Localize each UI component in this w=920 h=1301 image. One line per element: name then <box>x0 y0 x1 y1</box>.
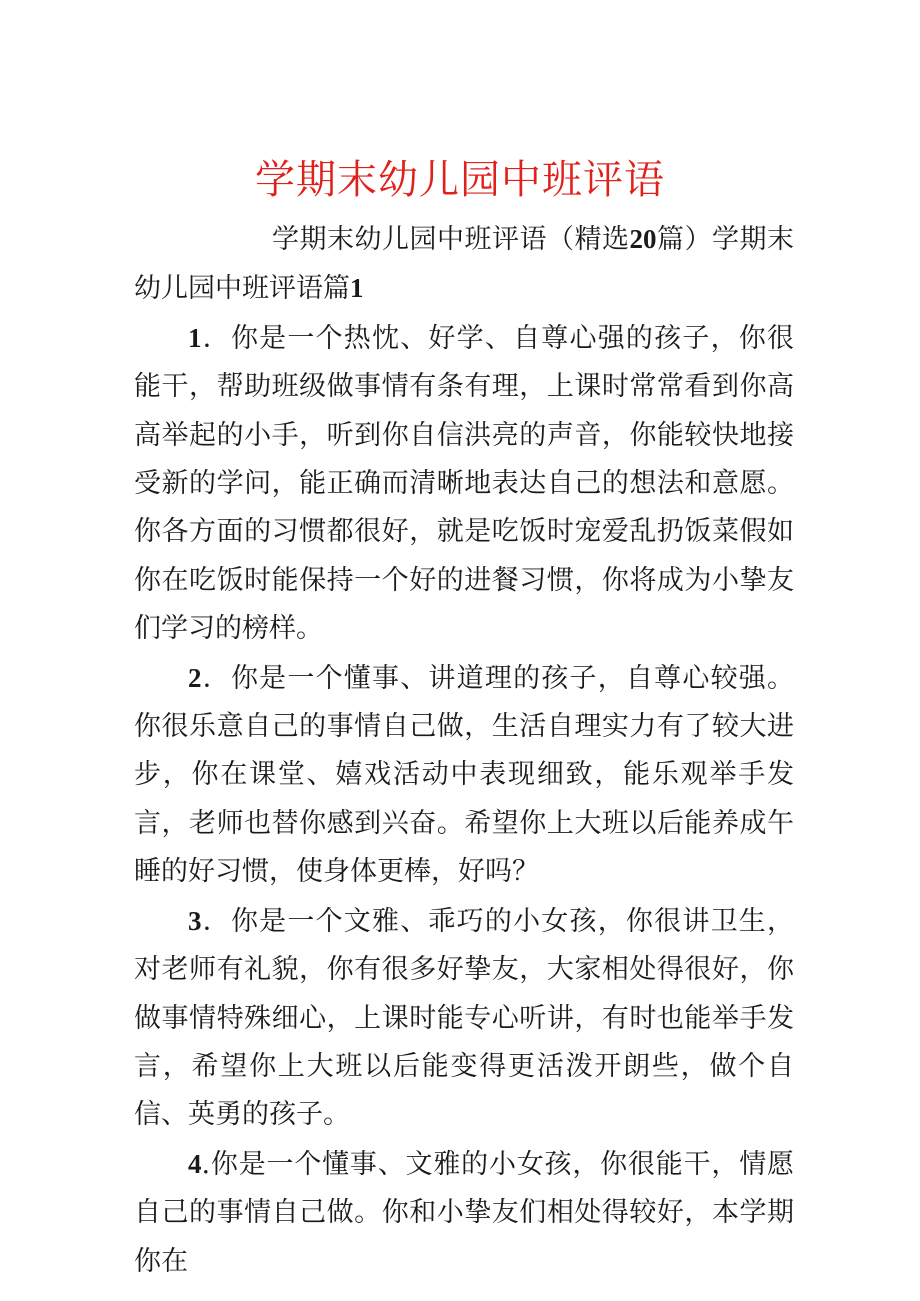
document-subtitle <box>134 215 794 314</box>
comment-paragraph-4 <box>134 1140 794 1286</box>
subtitle-count: 20 <box>629 224 657 254</box>
item-number: 4 <box>188 1148 202 1179</box>
item-separator: . <box>201 1148 211 1180</box>
item-separator: ． <box>201 662 231 694</box>
item-text: 你是一个热忱、好学、自尊心强的孩子，你很能干，帮助班级做事情有条有理，上课时常常看到你高高举起的小手，听到你自信洪亮的声音，你能较快地接受新的学问，能正确而清晰地表达自己的想法和意愿。你各方面的习惯都很好，就是吃饭时宠爱乱扔饭菜假如你在吃饭时能保持一个好的进餐习惯，你将成为小挚友们学习的榜样。 <box>134 322 795 645</box>
item-number: 2 <box>188 662 202 693</box>
item-text: 你是一个文雅、乖巧的小女孩，你很讲卫生，对老师有礼貌，你有很多好挚友，大家相处得很好，你做事情特殊细心，上课时能专心听讲，有时也能举手发言，希望你上大班以后能变得更活泼开朗些，做个自信、英勇的孩子。 <box>134 905 795 1131</box>
item-separator: ． <box>201 322 231 354</box>
comment-paragraph-3 <box>134 897 794 1140</box>
subtitle-text-2: 篇）学期末幼儿园中班评语篇 <box>134 224 794 305</box>
document-body <box>134 215 794 1286</box>
item-number: 1 <box>188 322 202 353</box>
comment-paragraph-2 <box>134 654 794 897</box>
subtitle-index: 1 <box>350 273 364 304</box>
subtitle-text-1: 学期末幼儿园中班评语（精选 <box>272 224 630 255</box>
page-title: 学期末幼儿园中班评语 <box>255 157 665 203</box>
item-text: 你是一个懂事、文雅的小女孩，你很能干，情愿自己的事情自己做。你和小挚友们相处得较好，本学期你在 <box>134 1148 794 1277</box>
item-separator: ． <box>201 905 231 937</box>
item-text: 你是一个懂事、讲道理的孩子，自尊心较强。你很乐意自己的事情自己做，生活自理实力有了较大进步，你在课堂、嬉戏活动中表现细致，能乐观举手发言，老师也替你感到兴奋。希望你上大班以后能养成午睡的好习惯，使身体更棒，好吗？ <box>134 662 795 888</box>
item-number: 3 <box>188 905 202 936</box>
comment-paragraph-1 <box>134 314 794 654</box>
